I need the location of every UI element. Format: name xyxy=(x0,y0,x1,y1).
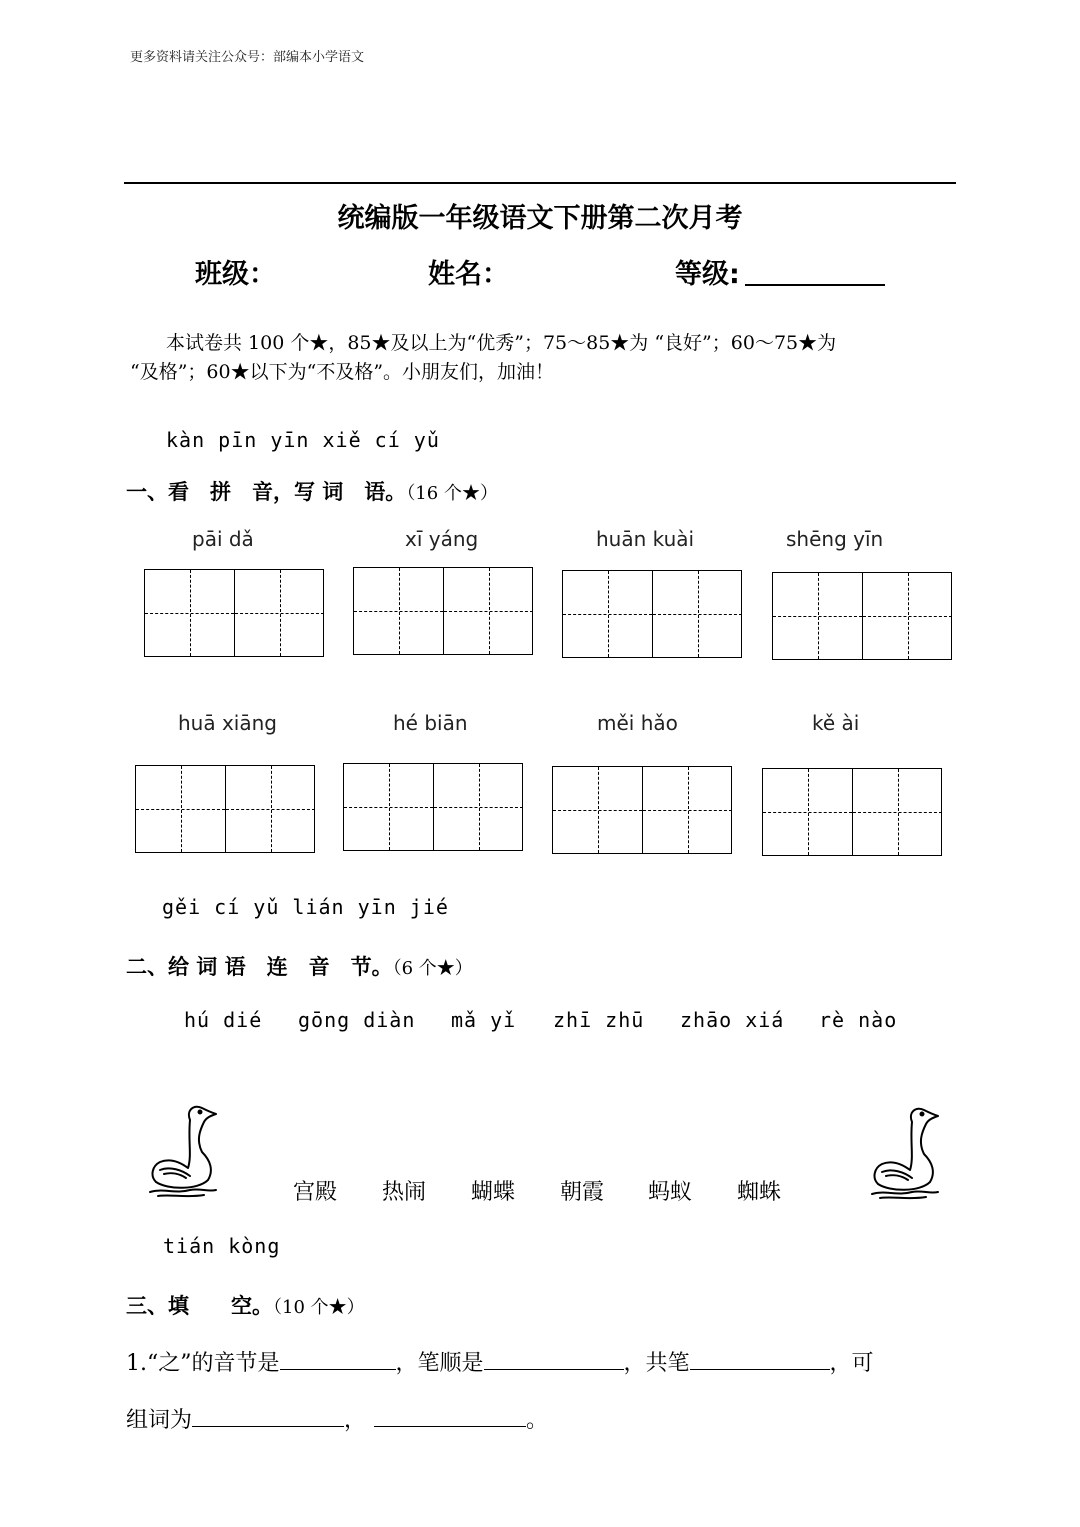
intro-line-2: “及格”；60★以下为“不及格”。小朋友们，加油！ xyxy=(130,361,555,383)
syllable[interactable]: gōng diàn xyxy=(298,1008,416,1032)
q1-text: 1.“之”的音节是 xyxy=(126,1351,280,1376)
section2-title-text: 二、给 词 语 连 音 节。 xyxy=(126,954,393,979)
writing-grid[interactable] xyxy=(762,768,942,856)
writing-grid[interactable] xyxy=(144,569,324,657)
writing-grid[interactable] xyxy=(135,765,315,853)
grid-label: kě ài xyxy=(812,711,860,735)
q1-stroke-order-blank[interactable] xyxy=(484,1349,624,1370)
name-label: 姓名： xyxy=(428,259,509,290)
grid-label: měi hǎo xyxy=(597,711,678,735)
syllable[interactable]: zhāo xiá xyxy=(680,1008,785,1032)
section1-title-text: 一、看 拼 音，写 词 语。 xyxy=(126,479,407,504)
word[interactable]: 蚂蚁 xyxy=(648,1180,693,1205)
q1-text: ，共笔 xyxy=(623,1351,690,1376)
grade-blank[interactable] xyxy=(745,284,885,286)
class-label: 班级： xyxy=(195,259,276,290)
q1-pinyin-blank[interactable] xyxy=(280,1349,396,1370)
q1-stroke-count-blank[interactable] xyxy=(690,1349,830,1370)
q1-word-blank-2[interactable] xyxy=(374,1406,526,1427)
syllable[interactable]: hú dié xyxy=(184,1008,263,1032)
word[interactable]: 宫殿 xyxy=(293,1180,338,1205)
grid-label: xī yáng xyxy=(405,527,479,551)
question-1-line-1 xyxy=(126,1346,874,1377)
grid-label: shēng yīn xyxy=(786,527,884,551)
q1-text: 组词为 xyxy=(126,1408,193,1433)
writing-grid[interactable] xyxy=(353,567,533,655)
q1-text: ，笔顺是 xyxy=(395,1351,484,1376)
word[interactable]: 蜘蛛 xyxy=(737,1180,782,1205)
q1-text: 。 xyxy=(526,1408,549,1433)
section3-title-text: 三、填 空。 xyxy=(126,1293,273,1318)
question-1-line-2 xyxy=(126,1403,548,1434)
header-note: 更多资料请关注公众号：部编本小学语文 xyxy=(130,50,365,65)
intro-line-1: 本试卷共 100 个★，85★及以上为“优秀”；75～85★为 “良好”；60～75★为 xyxy=(166,332,837,354)
grid-label: pāi dǎ xyxy=(192,527,254,551)
grid-label: huā xiāng xyxy=(178,711,277,735)
word[interactable]: 蝴蝶 xyxy=(471,1180,516,1205)
section2-stars: （6 个★） xyxy=(392,958,473,979)
section1-title xyxy=(126,476,498,506)
writing-grid[interactable] xyxy=(772,572,952,660)
goose-icon xyxy=(146,1100,218,1200)
title-rule xyxy=(124,182,956,184)
grid-label: hé biān xyxy=(393,711,468,735)
word[interactable]: 朝霞 xyxy=(560,1180,605,1205)
section3-pinyin: tián kòng xyxy=(163,1234,281,1258)
word[interactable]: 热闹 xyxy=(382,1180,427,1205)
section3-stars: （10 个★） xyxy=(273,1297,365,1318)
q1-word-blank-1[interactable] xyxy=(192,1406,344,1427)
page-title: 统编版一年级语文下册第二次月考 xyxy=(337,203,743,234)
section1-pinyin: kàn pīn yīn xiě cí yǔ xyxy=(166,428,440,452)
grade-label: 等级: xyxy=(675,259,740,290)
goose-icon xyxy=(868,1102,940,1202)
section2-title xyxy=(126,951,473,981)
section1-stars: （16 个★） xyxy=(406,483,498,504)
writing-grid[interactable] xyxy=(343,763,523,851)
syllable[interactable]: mǎ yǐ xyxy=(451,1008,517,1032)
section2-pinyin: gěi cí yǔ lián yīn jié xyxy=(162,895,449,919)
q1-text: ， xyxy=(344,1408,367,1433)
writing-grid[interactable] xyxy=(562,570,742,658)
syllable[interactable]: rè nào xyxy=(819,1008,898,1032)
syllable[interactable]: zhī zhū xyxy=(553,1008,645,1032)
writing-grid[interactable] xyxy=(552,766,732,854)
section3-title xyxy=(126,1290,365,1320)
grid-label: huān kuài xyxy=(596,527,695,551)
q1-text: ，可 xyxy=(829,1351,874,1376)
